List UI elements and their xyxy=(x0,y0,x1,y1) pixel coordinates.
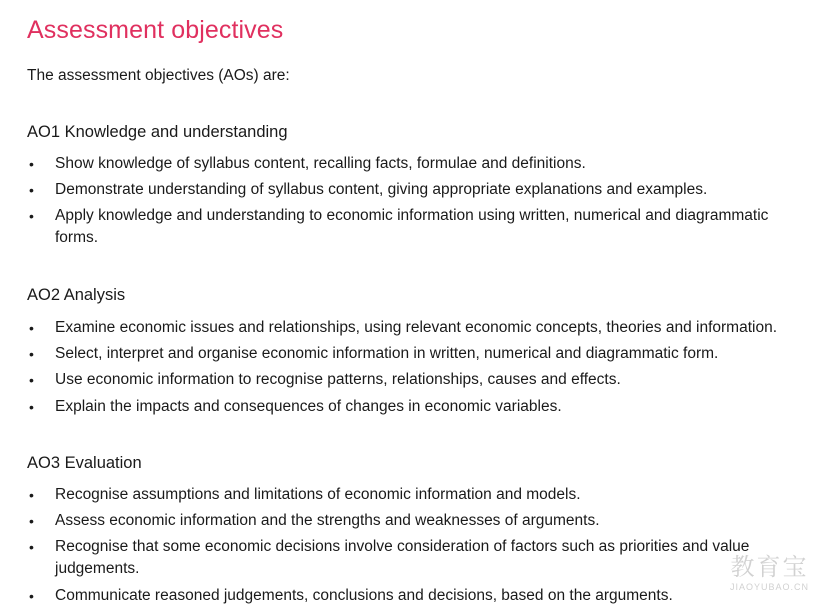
bullet-icon: • xyxy=(29,513,34,530)
list-item-text: Demonstrate understanding of syllabus content, giving appropriate explanations and examples. xyxy=(55,181,708,199)
list-item-text: Assess economic information and the strengths and weaknesses of arguments. xyxy=(55,512,600,530)
list-item xyxy=(27,369,807,391)
list-item xyxy=(27,484,807,506)
list-item-text: Recognise that some economic decisions involve consideration of factors such as priorities and value judgements. xyxy=(55,538,750,578)
watermark-main-text: 教育宝 xyxy=(730,554,809,581)
section-heading-ao1: AO1 Knowledge and understanding xyxy=(27,123,288,141)
page-title: Assessment objectives xyxy=(27,16,284,44)
bullet-icon: • xyxy=(29,587,34,604)
bullet-icon: • xyxy=(29,208,34,225)
list-item-text: Explain the impacts and consequences of changes in economic variables. xyxy=(55,397,562,415)
bullet-icon: • xyxy=(29,398,34,415)
list-item xyxy=(27,585,807,607)
list-item-text: Show knowledge of syllabus content, recalling facts, formulae and definitions. xyxy=(55,155,586,172)
list-item-text: Use economic information to recognise patterns, relationships, causes and effects. xyxy=(55,371,621,389)
list-item-text: Examine economic issues and relationships, using relevant economic concepts, theories and information. xyxy=(55,319,777,336)
bullet-icon: • xyxy=(29,156,34,172)
bullet-icon: • xyxy=(29,539,34,556)
list-item-text: Recognise assumptions and limitations of economic information and models. xyxy=(55,486,581,503)
list-item-text: Communicate reasoned judgements, conclusions and decisions, based on the arguments. xyxy=(55,586,673,604)
watermark-logo xyxy=(730,555,809,593)
bullet-icon: • xyxy=(29,346,34,363)
section-list-ao2 xyxy=(27,317,807,422)
bullet-icon: • xyxy=(29,182,34,199)
list-item xyxy=(27,317,807,339)
section-heading-ao3: AO3 Evaluation xyxy=(27,454,142,472)
list-item-text: Select, interpret and organise economic information in written, numerical and diagrammatic form. xyxy=(55,345,719,363)
section-list-ao3 xyxy=(27,484,807,611)
section-list-ao1 xyxy=(27,153,807,254)
list-item xyxy=(27,536,807,580)
list-item xyxy=(27,510,807,532)
list-item-text: Apply knowledge and understanding to economic information using written, numerical and diagrammatic forms. xyxy=(55,207,769,247)
bullet-icon: • xyxy=(29,487,34,503)
intro-text: The assessment objectives (AOs) are: xyxy=(27,67,290,84)
list-item xyxy=(27,153,807,175)
list-item xyxy=(27,343,807,365)
list-item xyxy=(27,179,807,201)
bullet-icon: • xyxy=(29,320,34,336)
section-heading-ao2: AO2 Analysis xyxy=(27,286,126,304)
bullet-icon: • xyxy=(29,372,34,389)
list-item xyxy=(27,205,807,249)
watermark-sub-text: JIAOYUBAO.CN xyxy=(729,582,809,592)
list-item xyxy=(27,396,807,418)
